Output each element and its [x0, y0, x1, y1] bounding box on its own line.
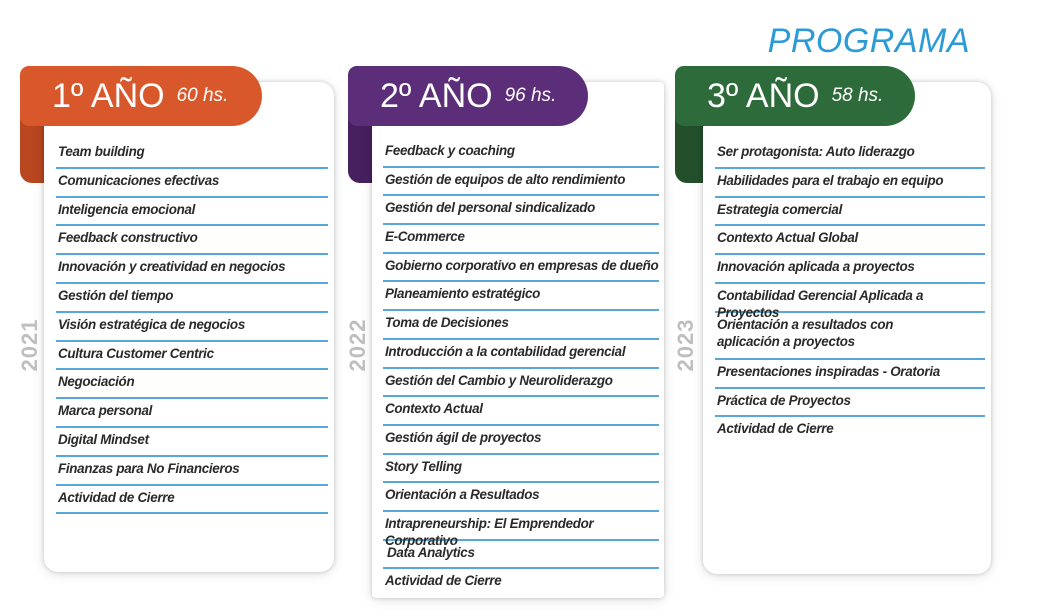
course-item: Finanzas para No Financieros	[56, 457, 328, 486]
course-item: Feedback constructivo	[56, 226, 328, 255]
course-item: Data Analytics	[383, 541, 659, 570]
course-item: Cultura Customer Centric	[56, 342, 328, 371]
course-item: Orientación a resultados con aplicación a proyectos	[715, 313, 985, 360]
course-item: Comunicaciones efectivas	[56, 169, 328, 198]
course-item: Introducción a la contabilidad gerencial	[383, 340, 659, 369]
course-item: Team building	[56, 140, 328, 169]
course-item: Contexto Actual	[383, 397, 659, 426]
course-item: Marca personal	[56, 399, 328, 428]
course-item: Gestión del tiempo	[56, 284, 328, 313]
course-item: Orientación a Resultados	[383, 483, 659, 512]
year-3-label: 3º AÑO	[707, 76, 820, 115]
year-3-side-year: 2023	[673, 318, 698, 372]
program-title: PROGRAMA	[767, 22, 970, 60]
course-item: Innovación aplicada a proyectos	[715, 255, 985, 284]
course-item: Gestión de equipos de alto rendimiento	[383, 168, 659, 197]
course-item: Visión estratégica de negocios	[56, 313, 328, 342]
course-item: Gestión del personal sindicalizado	[383, 196, 659, 225]
course-item: Planeamiento estratégico	[383, 282, 659, 311]
year-2-banner	[348, 66, 588, 126]
course-item: Gestión ágil de proyectos	[383, 426, 659, 455]
course-item: Estrategia comercial	[715, 198, 985, 227]
course-item: Negociación	[56, 370, 328, 399]
course-item: Actividad de Cierre	[717, 421, 834, 437]
year-1-side-year: 2021	[17, 318, 42, 372]
year-2-hours: 96 hs.	[504, 85, 557, 106]
course-item: Gobierno corporativo en empresas de dueño	[383, 254, 659, 283]
course-item: Innovación y creatividad en negocios	[56, 255, 328, 284]
year-3-banner	[675, 66, 915, 126]
year-1-label: 1º AÑO	[52, 76, 165, 115]
course-item: E-Commerce	[383, 225, 659, 254]
course-item: Ser protagonista: Auto liderazgo	[715, 140, 985, 169]
year-2-label: 2º AÑO	[380, 76, 493, 115]
course-item: Inteligencia emocional	[56, 198, 328, 227]
course-item: Práctica de Proyectos	[715, 389, 985, 418]
course-item: Story Telling	[383, 455, 659, 484]
course-item: Presentaciones inspiradas - Oratoria	[715, 360, 985, 389]
year-1-banner	[20, 66, 262, 126]
year-1-course-list	[56, 140, 328, 514]
course-item: Toma de Decisiones	[383, 311, 659, 340]
course-item: Gestión del Cambio y Neuroliderazgo	[383, 369, 659, 398]
year-1-hours: 60 hs.	[176, 85, 229, 106]
year-3-hours: 58 hs.	[831, 85, 884, 106]
course-item: Habilidades para el trabajo en equipo	[715, 169, 985, 198]
course-item: Feedback y coaching	[383, 139, 659, 168]
course-item: Digital Mindset	[56, 428, 328, 457]
year-3-course-list	[715, 140, 985, 446]
year-2-side-year: 2022	[345, 318, 370, 372]
course-item: Intrapreneurship: El Emprendedor Corporativo	[383, 512, 659, 541]
year-2-course-list	[383, 139, 659, 598]
course-item: Contabilidad Gerencial Aplicada a Proyectos	[715, 284, 985, 313]
course-item: Actividad de Cierre	[56, 486, 328, 515]
course-item: Contexto Actual Global	[715, 226, 985, 255]
course-item: Actividad de Cierre	[385, 573, 502, 589]
